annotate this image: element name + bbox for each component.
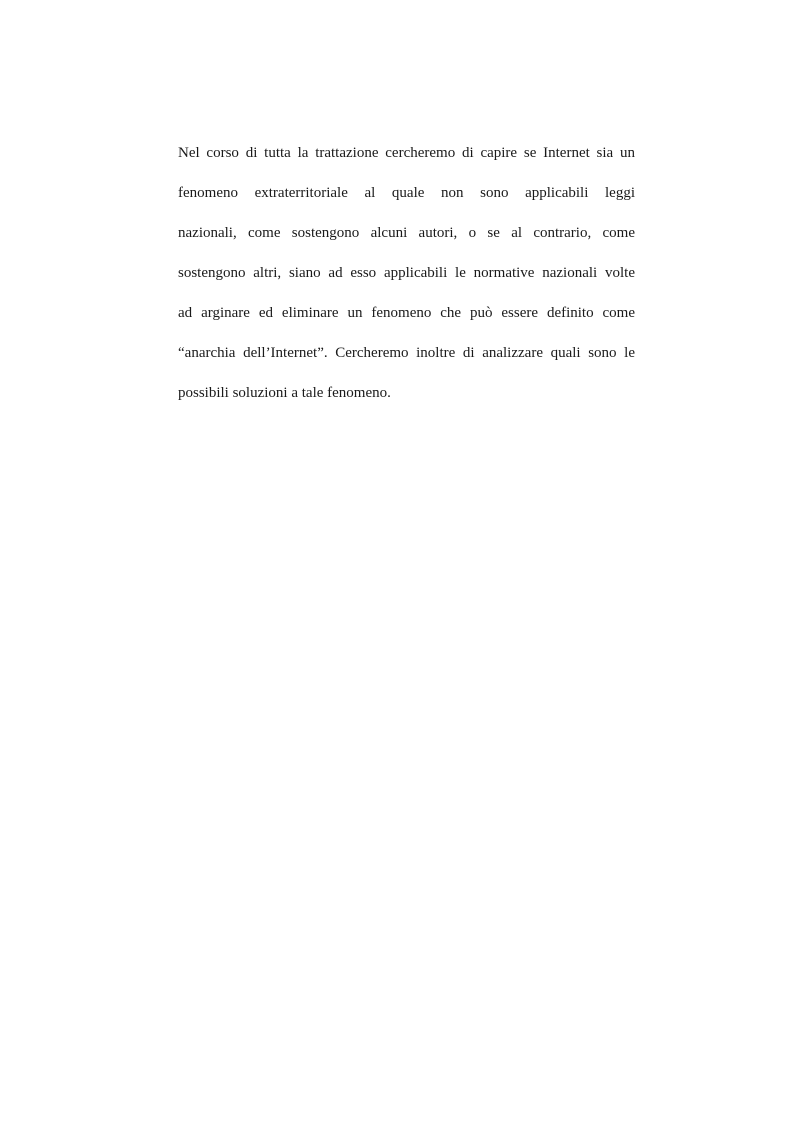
body-paragraph [178,140,635,420]
paragraph-line-7: possibili soluzioni a tale fenomeno. [178,385,391,401]
paragraph-line-2: fenomeno extraterritoriale al quale non sono applicabili leggi [178,185,635,201]
paragraph-line-1: Nel corso di tutta la trattazione cercheremo di capire se Internet sia un [178,145,635,161]
paragraph-line-3: nazionali, come sostengono alcuni autori, o se al contrario, come [178,225,635,241]
paragraph-line-4: sostengono altri, siano ad esso applicabili le normative nazionali volte [178,265,635,281]
paragraph-line-6: “anarchia dell’Internet”. Cercheremo inoltre di analizzare quali sono le [178,345,635,361]
paragraph-line-5: ad arginare ed eliminare un fenomeno che può essere definito come [178,305,635,321]
